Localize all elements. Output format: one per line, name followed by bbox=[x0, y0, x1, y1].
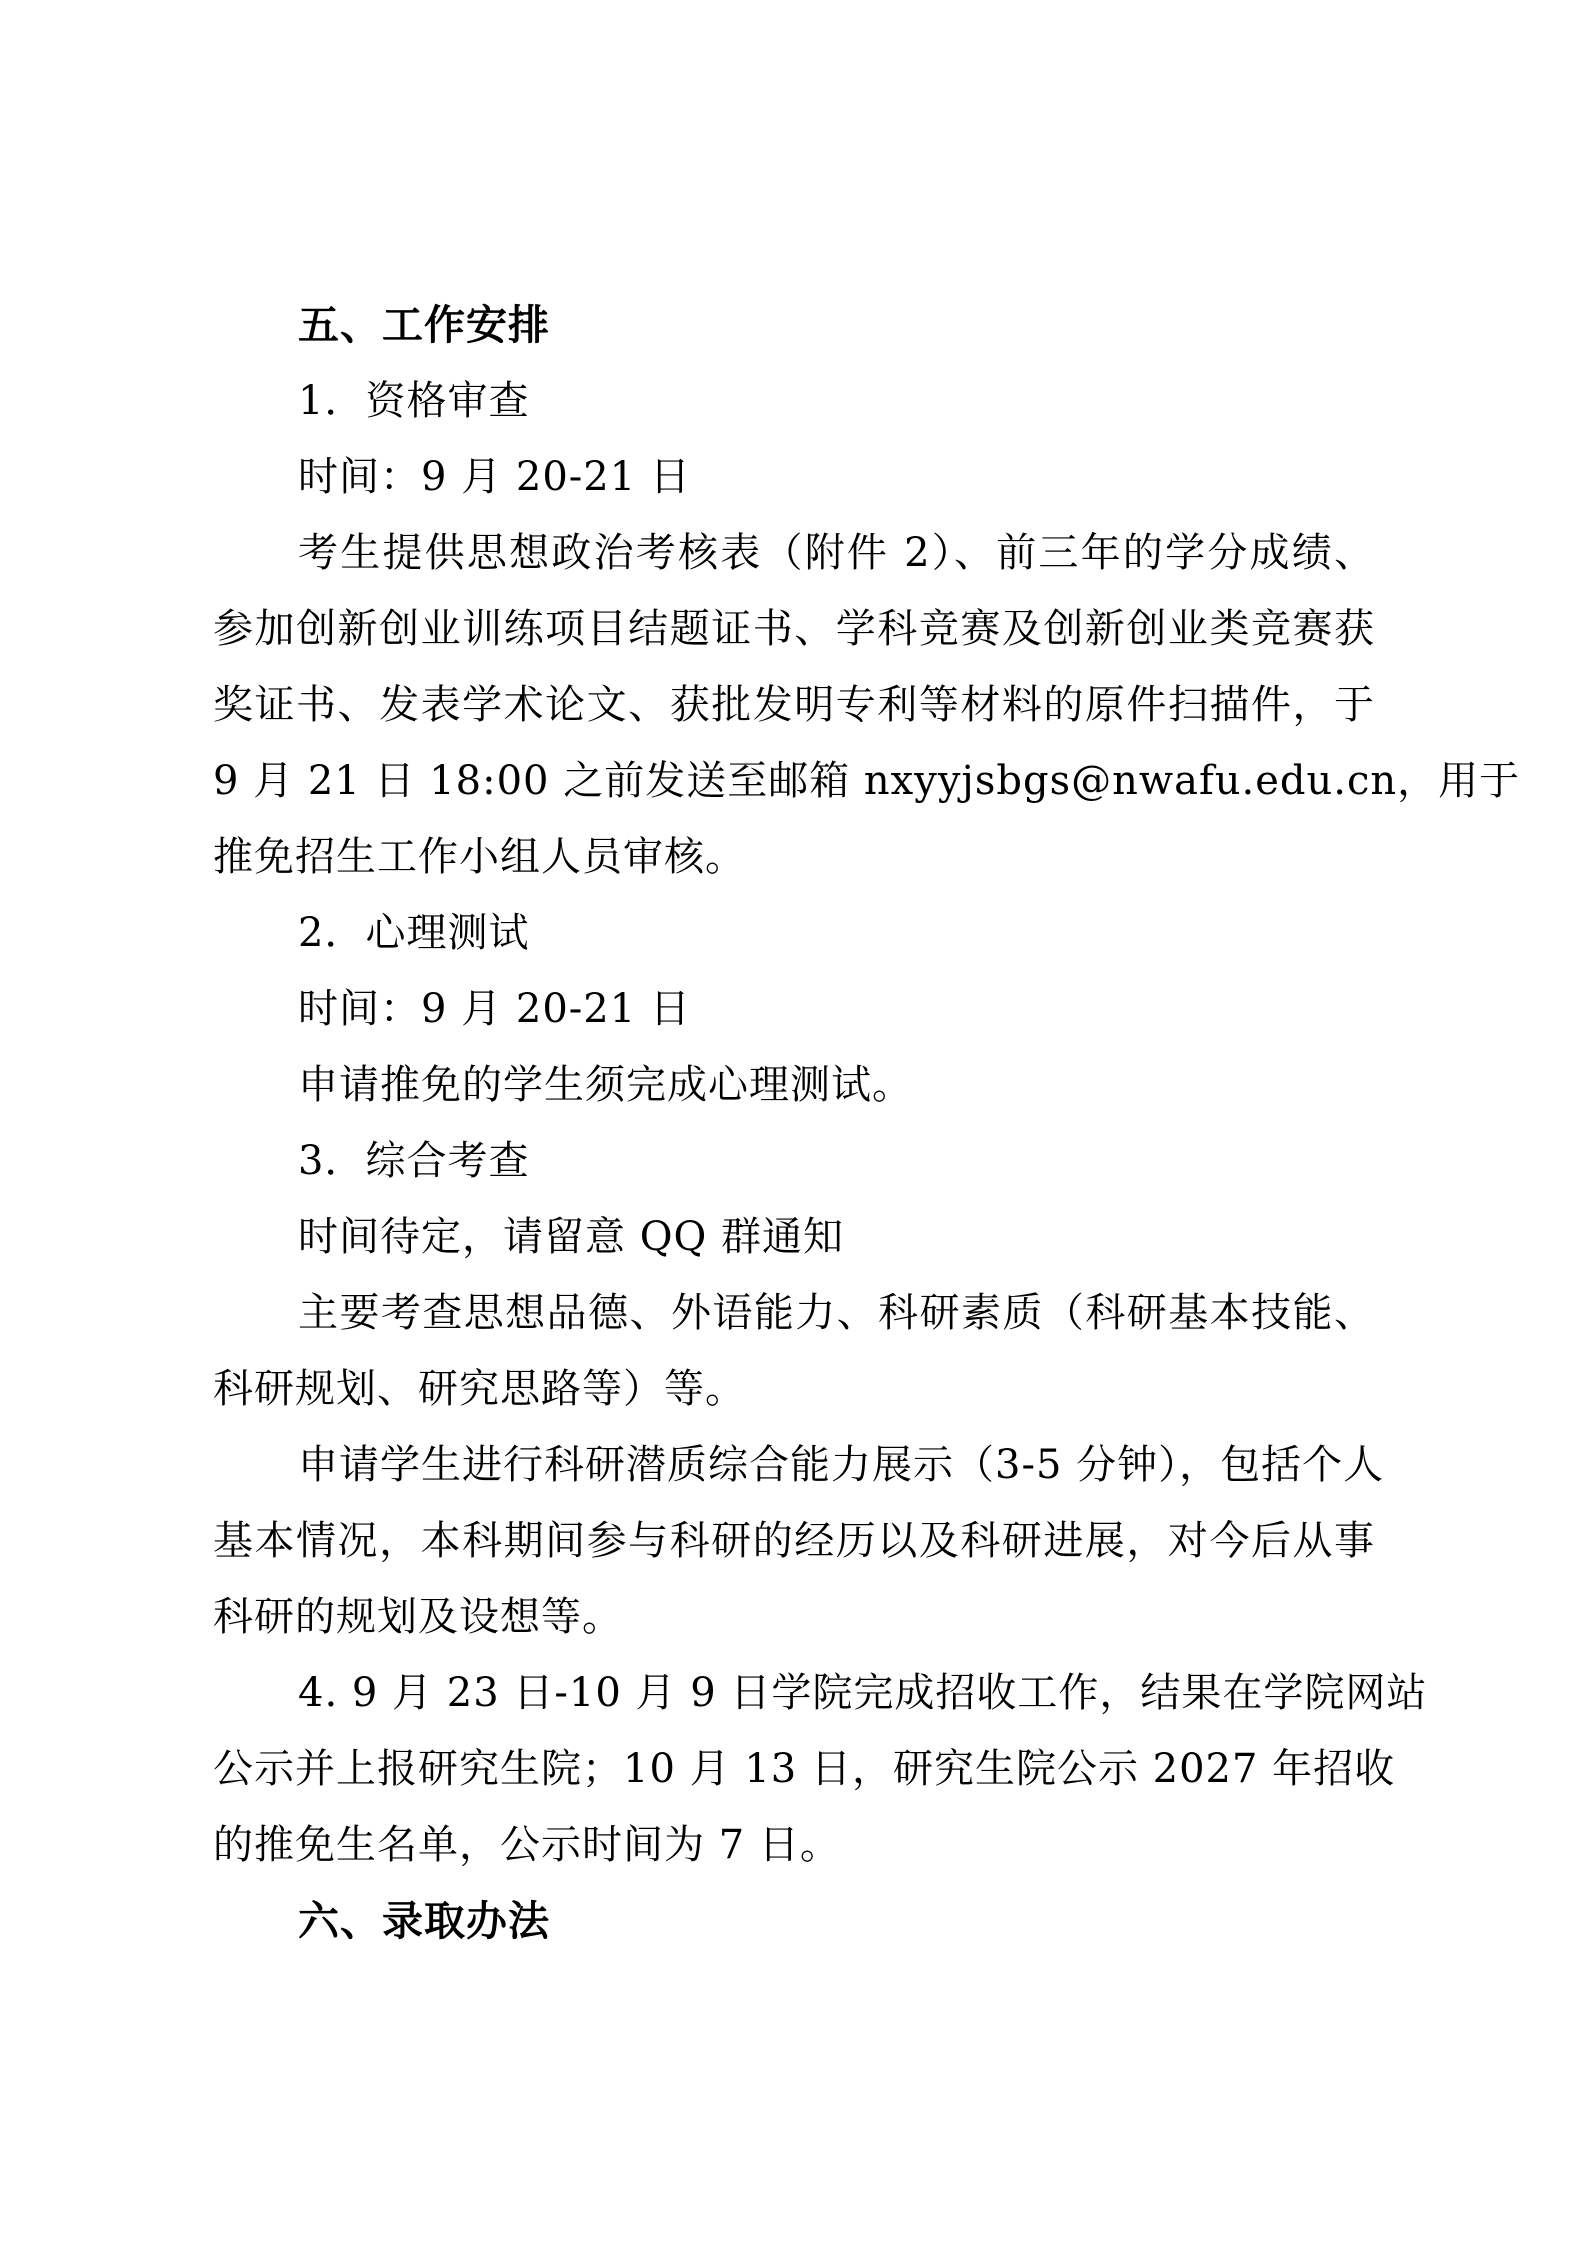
paragraph-line-email: 9 月 21 日 18:00 之前发送至邮箱 nxyyjsbgs@nwafu.edu.cn，用于 bbox=[213, 758, 1521, 804]
paragraph-line: 科研规划、研究思路等）等。 bbox=[213, 1366, 746, 1412]
item-title-qualification-review: 1．资格审查 bbox=[298, 378, 530, 424]
paragraph-line: 基本情况，本科期间参与科研的经历以及科研进展，对今后从事 bbox=[213, 1518, 1375, 1564]
item-time-psych-test: 时间：9 月 20-21 日 bbox=[298, 986, 691, 1032]
item-time-comprehensive-review: 时间待定，请留意 QQ 群通知 bbox=[298, 1214, 845, 1260]
paragraph-line: 考生提供思想政治考核表（附件 2）、前三年的学分成绩、 bbox=[298, 530, 1375, 576]
item-title-psych-test: 2．心理测试 bbox=[298, 910, 530, 956]
paragraph-line: 公示并上报研究生院；10 月 13 日，研究生院公示 2027 年招收 bbox=[213, 1746, 1396, 1792]
item-time-qualification-review: 时间：9 月 20-21 日 bbox=[298, 454, 691, 500]
paragraph-line: 科研的规划及设想等。 bbox=[213, 1594, 623, 1640]
paragraph-line: 推免招生工作小组人员审核。 bbox=[213, 834, 746, 880]
paragraph-line: 申请推免的学生须完成心理测试。 bbox=[298, 1062, 913, 1108]
paragraph-line: 4. 9 月 23 日-10 月 9 日学院完成招收工作，结果在学院网站 bbox=[298, 1670, 1428, 1716]
section-heading-work-arrangement: 五、工作安排 bbox=[298, 301, 550, 349]
section-heading-admission-method: 六、录取办法 bbox=[298, 1897, 550, 1945]
item-title-comprehensive-review: 3．综合考查 bbox=[298, 1138, 530, 1184]
paragraph-line: 的推免生名单，公示时间为 7 日。 bbox=[213, 1822, 841, 1868]
paragraph-line: 参加创新创业训练项目结题证书、学科竞赛及创新创业类竞赛获 bbox=[213, 606, 1375, 652]
paragraph-line: 申请学生进行科研潜质综合能力展示（3-5 分钟），包括个人 bbox=[298, 1442, 1385, 1488]
paragraph-line: 主要考查思想品德、外语能力、科研素质（科研基本技能、 bbox=[298, 1290, 1375, 1336]
paragraph-line: 奖证书、发表学术论文、获批发明专利等材料的原件扫描件，于 bbox=[213, 682, 1375, 728]
